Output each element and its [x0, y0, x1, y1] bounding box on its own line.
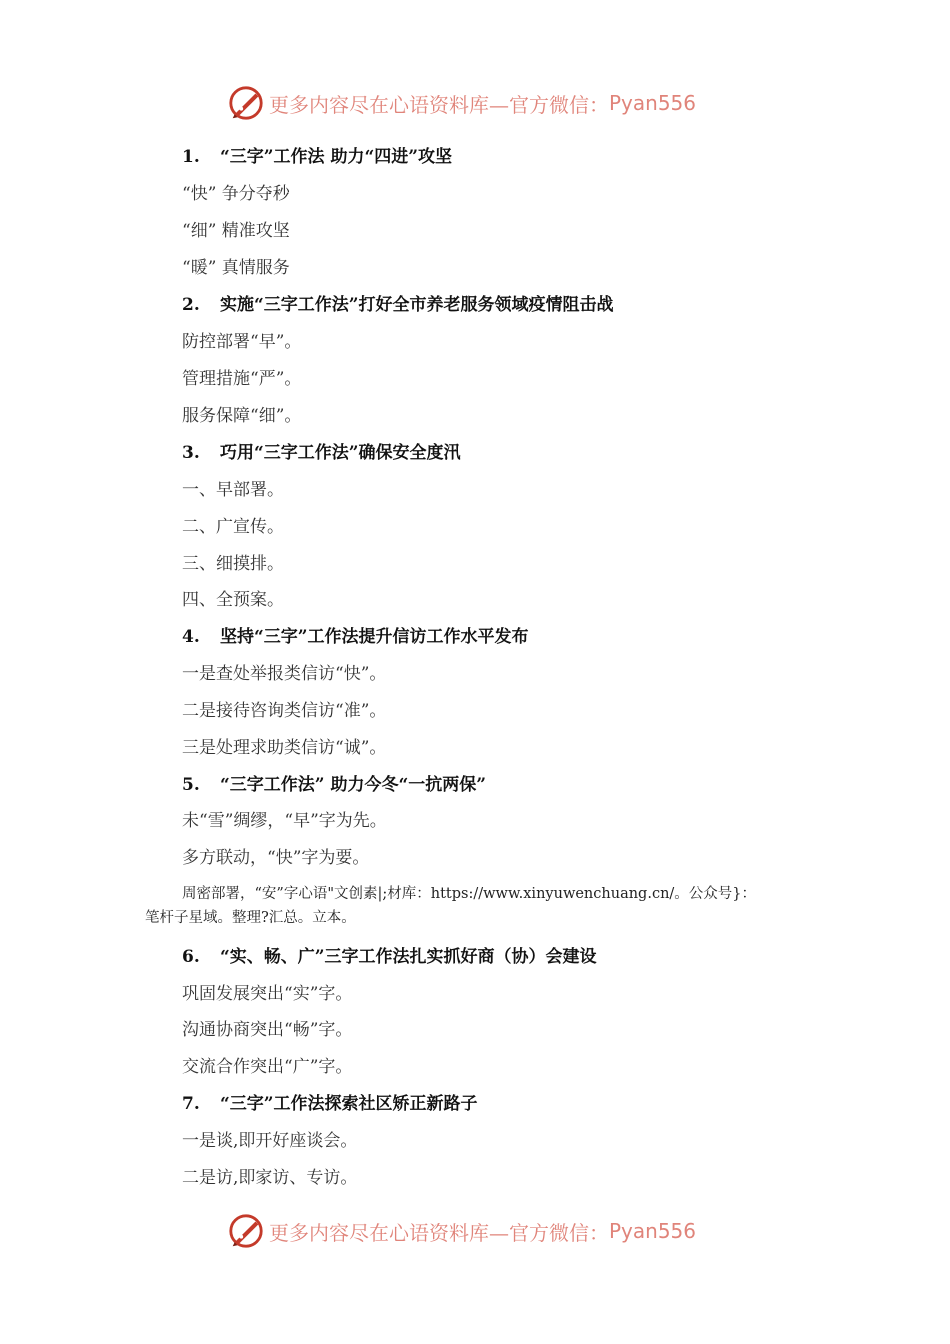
- footer-brand-id: Pyan556: [609, 1219, 697, 1243]
- section-number: 7.: [182, 1094, 200, 1114]
- section-title: “三字”工作法 助力“四进”攻坚: [220, 147, 453, 167]
- section-title: “实、畅、广”三字工作法扎实抓好商（协）会建设: [220, 947, 597, 967]
- list-item: “快” 争分夺秒: [182, 184, 290, 204]
- list-item: 防控部署“早”。: [182, 332, 302, 352]
- list-item: 三是处理求助类信访“诚”。: [182, 738, 387, 758]
- section-number: 5.: [182, 775, 200, 795]
- list-item: 一是查处举报类信访“快”。: [182, 664, 387, 684]
- section-title: 实施“三字工作法”打好全市养老服务领域疫情阻击战: [220, 295, 614, 315]
- section-title: “三字”工作法探索社区矫正新路子: [220, 1094, 478, 1114]
- section-number: 6.: [182, 947, 200, 967]
- section-number: 3.: [182, 443, 200, 463]
- section-number: 2.: [182, 295, 200, 315]
- pen-logo-icon: [227, 84, 265, 122]
- footer-brand: [227, 1211, 727, 1251]
- list-item: 四、全预案。: [182, 590, 284, 610]
- section-heading: [182, 294, 614, 316]
- section-title: “三字工作法” 助力今冬“一抗两保”: [220, 775, 487, 795]
- list-item: 一、早部署。: [182, 480, 284, 500]
- header-brand-text: 更多内容尽在心语资料库—官方微信：: [269, 92, 609, 117]
- section-title: 坚持“三字”工作法提升信访工作水平发布: [220, 627, 529, 647]
- header-brand-id: Pyan556: [609, 91, 697, 115]
- list-item: 一是谈,即开好座谈会。: [182, 1131, 358, 1151]
- section-number: 1.: [182, 147, 200, 167]
- list-item: 二是访,即家访、专访。: [182, 1168, 358, 1188]
- list-item: 多方联动，“快”字为要。: [182, 848, 370, 868]
- list-item: 巩固发展突出“实”字。: [182, 984, 353, 1004]
- list-item: 交流合作突出“广”字。: [182, 1057, 353, 1077]
- list-item: 三、细摸排。: [182, 554, 284, 574]
- section-heading: [182, 626, 529, 648]
- list-item: 二、广宣传。: [182, 517, 284, 537]
- section-heading: [182, 946, 597, 968]
- footer-brand-text: 更多内容尽在心语资料库—官方微信：: [269, 1220, 609, 1245]
- pen-logo-icon: [227, 1212, 265, 1250]
- watermark-note-line: 周密部署，“安”字心语"文创素|;材库：https://www.xinyuwenchuang.cn/。公众号}：: [182, 886, 757, 902]
- list-item: 二是接待咨询类信访“准”。: [182, 701, 387, 721]
- watermark-note-line: 笔杆子星域。整理?汇总。立本。: [145, 910, 356, 926]
- list-item: “细” 精准攻坚: [182, 221, 290, 241]
- header-brand: [227, 83, 727, 123]
- section-heading: [182, 1093, 478, 1115]
- section-heading: [182, 774, 486, 796]
- list-item: 沟通协商突出“畅”字。: [182, 1020, 353, 1040]
- list-item: 未“雪”绸缪，“早”字为先。: [182, 811, 387, 831]
- section-heading: [182, 442, 461, 464]
- list-item: “暖” 真情服务: [182, 258, 290, 278]
- section-title: 巧用“三字工作法”确保安全度汛: [220, 443, 461, 463]
- section-heading: [182, 146, 452, 168]
- list-item: 服务保障“细”。: [182, 406, 302, 426]
- section-number: 4.: [182, 627, 200, 647]
- list-item: 管理措施“严”。: [182, 369, 302, 389]
